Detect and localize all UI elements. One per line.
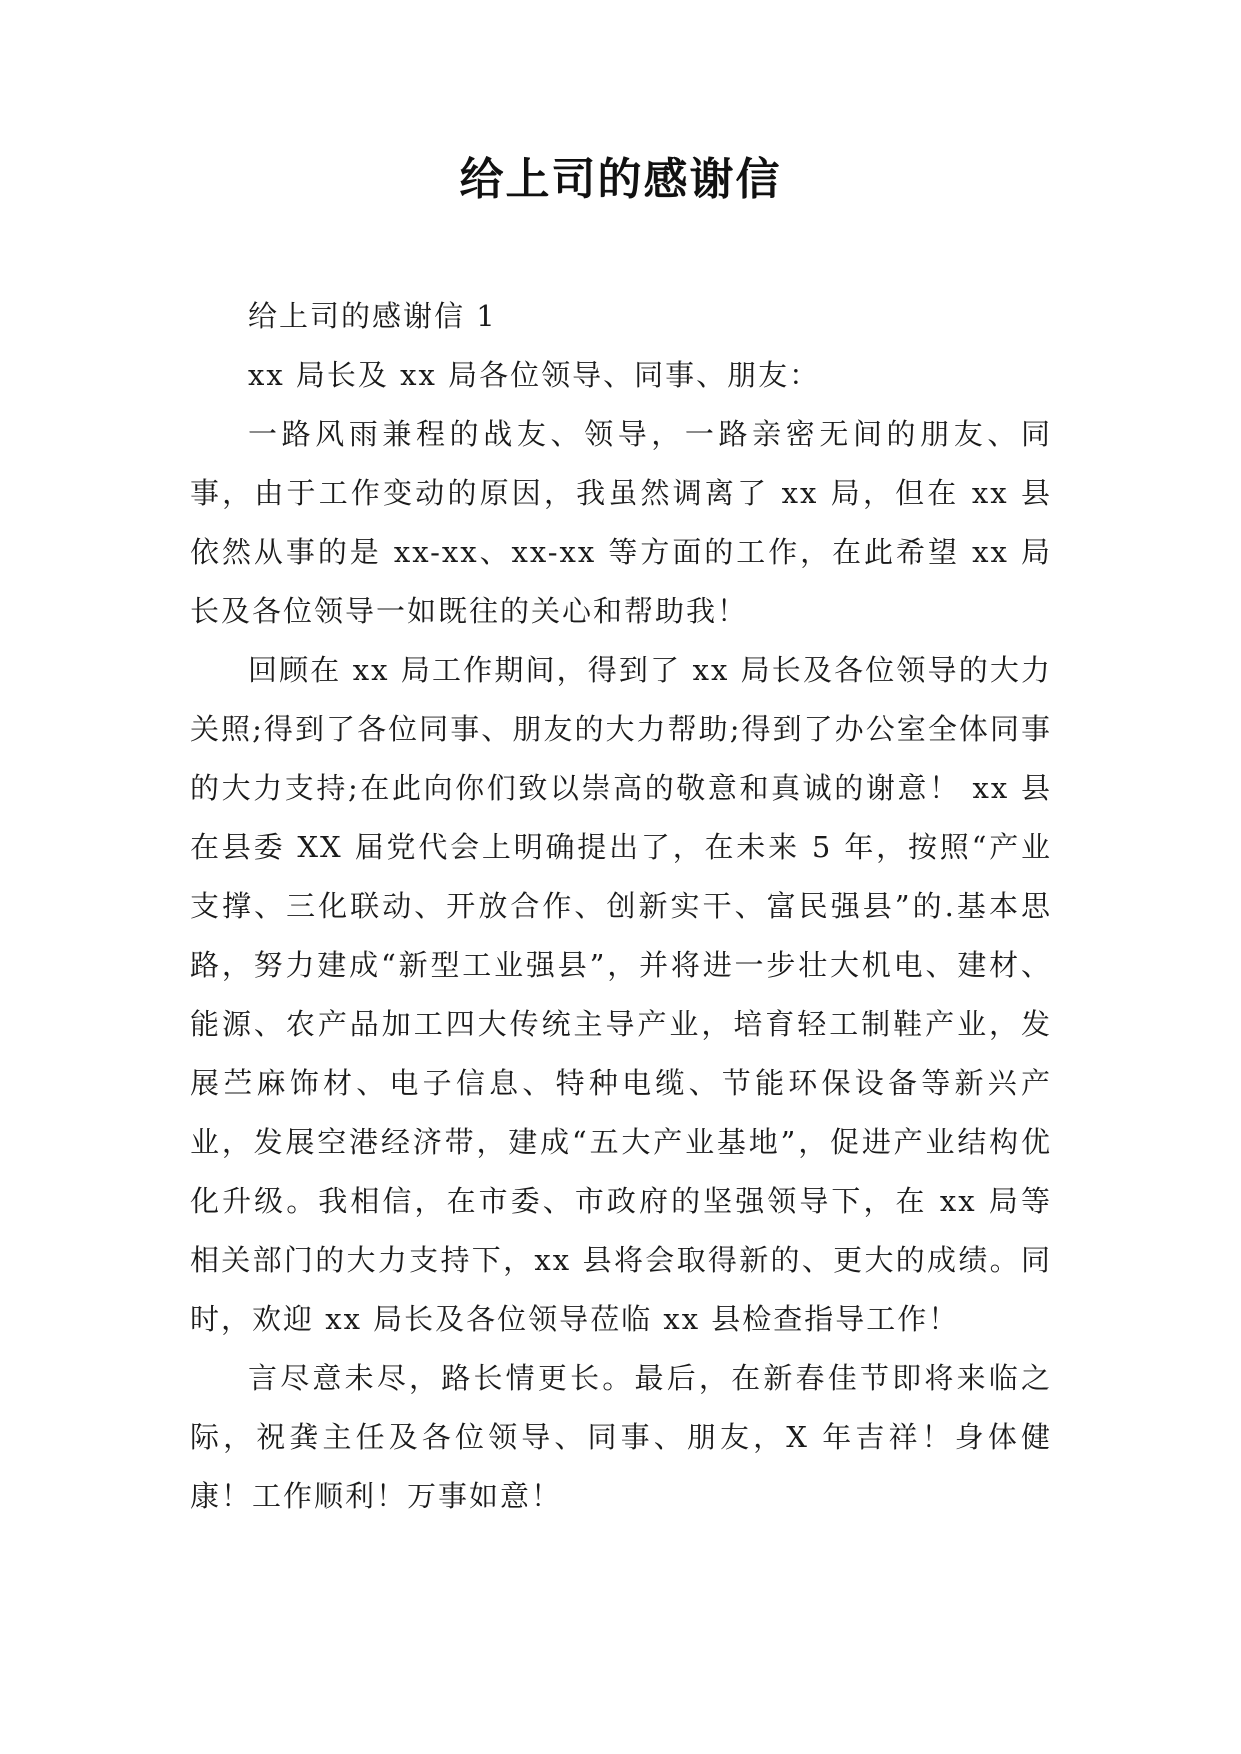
letter-salutation: xx 局长及 xx 局各位领导、同事、朋友：	[248, 358, 821, 392]
body-paragraph: 一路风雨兼程的战友、领导，一路亲密无间的朋友、同事，由于工作变动的原因，我虽然调离了 xx 局，但在 xx 县依然从事的是 xx-xx、xx-xx 等方面的工作，在此希望 xx 局长及各位领导一如既往的关心和帮助我！	[190, 417, 1052, 628]
closing-paragraph: 言尽意未尽，路长情更长。最后，在新春佳节即将来临之际，祝龚主任及各位领导、同事、朋友，X 年吉祥！身体健康！工作顺利！万事如意！	[190, 1361, 1052, 1513]
document-body	[190, 287, 1052, 1526]
body-paragraph: 回顾在 xx 局工作期间，得到了 xx 局长及各位领导的大力关照;得到了各位同事、朋友的大力帮助;得到了办公室全体同事的大力支持;在此向你们致以崇高的敬意和真诚的谢意！ xx 县在县委 XX 届党代会上明确提出了，在未来 5 年，按照“产业支撑、三化联动、开放合作、创新实干、富民强县”的.基本思路，努力建成“新型工业强县”，并将进一步壮大机电、建材、能源、农产品加工四大传统主导产业，培育轻工制鞋产业，发展苎麻饰材、电子信息、特种电缆、节能环保设备等新兴产业，发展空港经济带，建成“五大产业基地”，促进产业结构优化升级。我相信，在市委、市政府的坚强领导下，在 xx 局等相关部门的大力支持下，xx 县将会取得新的、更大的成绩。同时，欢迎 xx 局长及各位领导莅临 xx 县检查指导工作！	[190, 653, 1052, 1336]
document-title: 给上司的感谢信	[459, 154, 782, 205]
letter-heading: 给上司的感谢信 1	[248, 299, 497, 333]
